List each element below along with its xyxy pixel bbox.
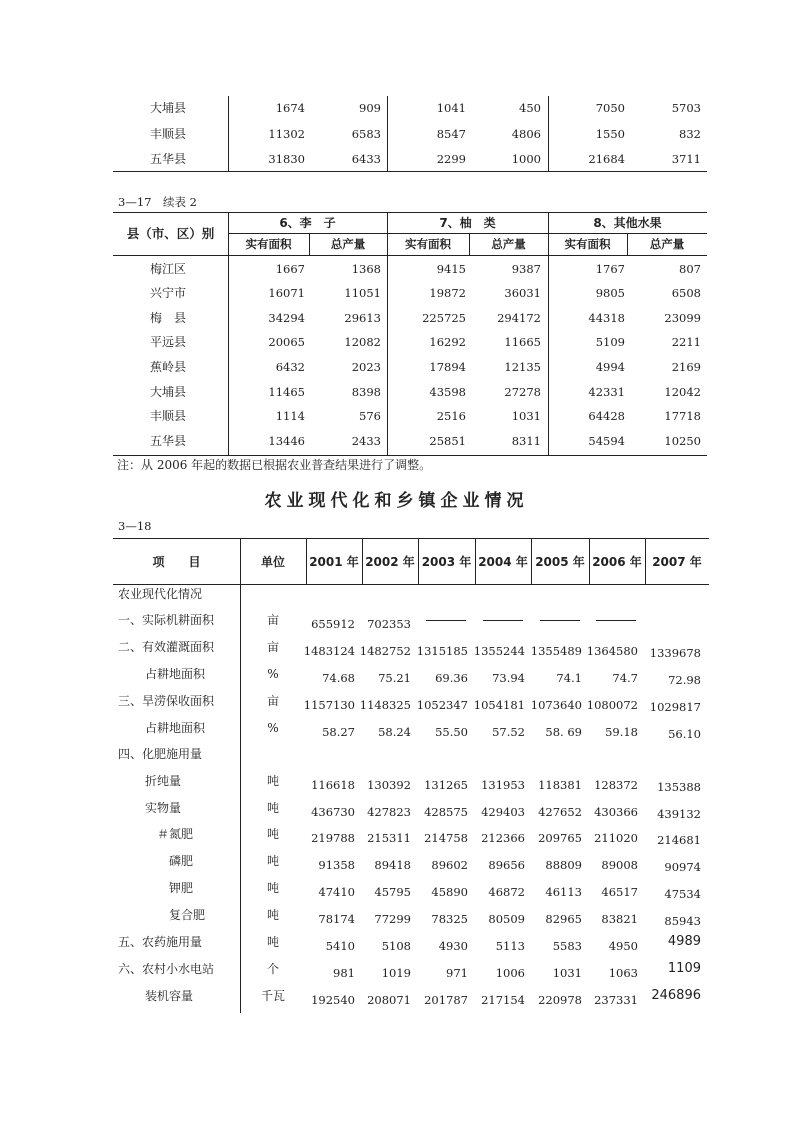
cell-value: 2023: [351, 360, 381, 374]
cell-value: 43598: [429, 385, 466, 399]
cell-value: 21684: [588, 152, 625, 166]
dash-placeholder: [540, 620, 580, 621]
row-label: 梅江区: [150, 262, 187, 276]
cell-value: 45795: [374, 885, 411, 899]
cell-value: 8398: [351, 385, 381, 399]
cell-value: 11665: [504, 335, 541, 349]
cell-value: 1109: [667, 961, 701, 976]
cell-value: 44318: [588, 311, 625, 325]
cell-value: 1355489: [530, 644, 582, 658]
cell-value: 220978: [538, 993, 582, 1007]
row-label: 丰顺县: [150, 127, 187, 141]
cell-value: 5703: [671, 101, 701, 115]
cell-value: 2211: [671, 335, 701, 349]
cell-value: 47534: [664, 887, 701, 901]
cell-value: 4989: [667, 934, 701, 949]
cell-value: 9387: [511, 262, 541, 276]
cell-value: 45890: [431, 885, 468, 899]
row-label: 占耕地面积: [145, 721, 206, 735]
cell-value: 80509: [488, 912, 525, 926]
row-label: 五、农药施用量: [118, 935, 203, 949]
unit-cell: 吨: [266, 774, 279, 788]
table-caption: 3—18: [118, 519, 152, 533]
cell-value: 1031: [511, 409, 541, 423]
column-header-year: 2003 年: [421, 555, 472, 569]
cell-value: 29613: [344, 311, 381, 325]
cell-value: 131953: [481, 778, 525, 792]
cell-value: 46113: [545, 885, 582, 899]
cell-value: 237331: [594, 993, 638, 1007]
row-label: ＃氮肥: [157, 827, 194, 841]
cell-value: 9415: [436, 262, 466, 276]
row-label: 大埔县: [150, 385, 187, 399]
cell-value: 450: [519, 101, 541, 115]
row-label: 一、实际机耕面积: [118, 613, 215, 627]
cell-value: 58.24: [378, 725, 411, 739]
cell-value: 89418: [374, 858, 411, 872]
cell-value: 78325: [431, 912, 468, 926]
cell-value: 10250: [664, 434, 701, 448]
group-header-pomelo: 7、柚 类: [439, 216, 496, 230]
cell-value: 1339678: [649, 646, 701, 660]
cell-value: 971: [446, 966, 468, 980]
cell-value: 131265: [424, 778, 468, 792]
cell-value: 225725: [422, 311, 466, 325]
row-label: 折纯量: [145, 774, 182, 788]
cell-value: 1000: [511, 152, 541, 166]
cell-value: 1114: [275, 409, 305, 423]
cell-value: 17894: [429, 360, 466, 374]
cell-value: 1157130: [303, 698, 355, 712]
row-label: 蕉岭县: [150, 360, 187, 374]
row-label: 实物量: [145, 801, 182, 815]
cell-value: 8547: [436, 127, 466, 141]
cell-value: 192540: [311, 993, 355, 1007]
row-label: 平远县: [150, 335, 187, 349]
cell-value: 116618: [311, 778, 355, 792]
cell-value: 12042: [664, 385, 701, 399]
cell-value: 7050: [595, 101, 625, 115]
cell-value: 909: [359, 101, 381, 115]
row-label: 钾肥: [169, 881, 194, 895]
cell-value: 211020: [594, 831, 638, 845]
cell-value: 1368: [351, 262, 381, 276]
column-header-unit: 单位: [260, 555, 285, 569]
cell-value: 5583: [552, 939, 582, 953]
cell-value: 11465: [268, 385, 305, 399]
cell-value: 6583: [351, 127, 381, 141]
cell-value: 46872: [488, 885, 525, 899]
cell-value: 46517: [601, 885, 638, 899]
cell-value: 1148325: [359, 698, 411, 712]
cell-value: 214681: [657, 833, 701, 847]
cell-value: 47410: [318, 885, 355, 899]
cell-value: 201787: [424, 993, 468, 1007]
cell-value: 1482752: [359, 644, 411, 658]
cell-value: 69.36: [435, 671, 468, 685]
cell-value: 58. 69: [545, 725, 582, 739]
cell-value: 219788: [311, 831, 355, 845]
cell-value: 73.94: [492, 671, 525, 685]
unit-cell: %: [267, 721, 279, 735]
column-header-year: 2007 年: [652, 555, 702, 569]
cell-value: 1767: [595, 262, 625, 276]
dash-placeholder: [596, 620, 636, 621]
cell-value: 1063: [608, 966, 638, 980]
cell-value: 72.98: [668, 673, 701, 687]
subheader: 总产量: [330, 237, 366, 251]
row-label: 六、农村小水电站: [118, 962, 215, 976]
cell-value: 8311: [511, 434, 541, 448]
cell-value: 1364580: [586, 644, 638, 658]
cell-value: 42331: [588, 385, 625, 399]
row-label: 大埔县: [150, 101, 187, 115]
cell-value: 217154: [481, 993, 525, 1007]
cell-value: 4930: [438, 939, 468, 953]
cell-value: 12135: [504, 360, 541, 374]
row-label: 农业现代化情况: [118, 587, 203, 601]
cell-value: 4806: [511, 127, 541, 141]
cell-value: 78174: [318, 912, 355, 926]
cell-value: 11302: [268, 127, 305, 141]
unit-cell: 亩: [266, 613, 279, 627]
column-header-year: 2005 年: [535, 555, 585, 569]
row-label: 三、旱涝保收面积: [118, 694, 215, 708]
cell-value: 89008: [601, 858, 638, 872]
subheader: 总产量: [649, 237, 685, 251]
subheader: 总产量: [491, 237, 526, 251]
cell-value: 5108: [381, 939, 411, 953]
dash-placeholder: [483, 620, 523, 621]
cell-value: 20065: [268, 335, 305, 349]
cell-value: 1080072: [586, 698, 638, 712]
table-caption: 3—17 续表 2: [118, 195, 197, 209]
cell-value: 208071: [367, 993, 411, 1007]
subheader: 实有面积: [245, 237, 292, 251]
cell-value: 5109: [595, 335, 625, 349]
cell-value: 55.50: [435, 725, 468, 739]
cell-value: 981: [333, 966, 355, 980]
cell-value: 16071: [268, 286, 305, 300]
cell-value: 1029817: [649, 700, 701, 714]
cell-value: 85943: [664, 914, 701, 928]
row-label: 磷肥: [169, 854, 194, 868]
row-label: 兴宁市: [150, 286, 187, 300]
cell-value: 135388: [657, 780, 701, 794]
cell-value: 215311: [367, 831, 411, 845]
cell-value: 807: [679, 262, 701, 276]
dash-placeholder: [426, 620, 466, 621]
cell-value: 1031: [552, 966, 582, 980]
cell-value: 90974: [664, 860, 701, 874]
cell-value: 130392: [367, 778, 411, 792]
unit-cell: 吨: [266, 935, 279, 949]
cell-value: 6432: [275, 360, 305, 374]
unit-cell: 吨: [266, 854, 279, 868]
row-label: 五华县: [150, 152, 187, 166]
cell-value: 1041: [436, 101, 466, 115]
cell-value: 1483124: [303, 644, 355, 658]
cell-value: 25851: [429, 434, 466, 448]
subheader: 实有面积: [405, 237, 451, 251]
cell-value: 439132: [657, 807, 701, 821]
cell-value: 23099: [664, 311, 701, 325]
cell-value: 19872: [429, 286, 466, 300]
cell-value: 75.21: [378, 671, 411, 685]
cell-value: 74.7: [612, 671, 638, 685]
unit-cell: 吨: [266, 801, 279, 815]
cell-value: 6433: [351, 152, 381, 166]
cell-value: 294172: [497, 311, 541, 325]
cell-value: 1667: [275, 262, 305, 276]
cell-value: 430366: [594, 805, 638, 819]
cell-value: 429403: [481, 805, 525, 819]
cell-value: 31830: [268, 152, 305, 166]
cell-value: 427823: [367, 805, 411, 819]
cell-value: 58.27: [322, 725, 355, 739]
subheader: 实有面积: [564, 237, 611, 251]
row-label: 五华县: [150, 434, 187, 448]
cell-value: 212366: [481, 831, 525, 845]
row-label: 二、有效灌溉面积: [118, 640, 215, 654]
cell-value: 5410: [325, 939, 355, 953]
cell-value: 17718: [664, 409, 701, 423]
unit-cell: 吨: [266, 827, 279, 841]
cell-value: 91358: [318, 858, 355, 872]
cell-value: 832: [679, 127, 701, 141]
cell-value: 2516: [436, 409, 466, 423]
cell-value: 1073640: [530, 698, 582, 712]
cell-value: 2299: [436, 152, 466, 166]
column-header-year: 2004 年: [478, 555, 528, 569]
region-column-header: 县（市、区）别: [126, 226, 215, 241]
column-header-year: 2001 年: [309, 555, 359, 569]
cell-value: 74.1: [556, 671, 582, 685]
cell-value: 27278: [504, 385, 541, 399]
row-label: 丰顺县: [150, 409, 187, 423]
cell-value: 428575: [424, 805, 468, 819]
cell-value: 57.52: [492, 725, 525, 739]
cell-value: 59.18: [605, 725, 638, 739]
cell-value: 74.68: [322, 671, 355, 685]
cell-value: 118381: [538, 778, 582, 792]
cell-value: 1315185: [416, 644, 468, 658]
unit-cell: 千瓦: [260, 989, 285, 1003]
cell-value: 2169: [671, 360, 701, 374]
cell-value: 1019: [381, 966, 411, 980]
cell-value: 89602: [431, 858, 468, 872]
cell-value: 82965: [545, 912, 582, 926]
cell-value: 34294: [268, 311, 305, 325]
cell-value: 576: [359, 409, 381, 423]
cell-value: 1054181: [473, 698, 525, 712]
cell-value: 702353: [367, 617, 411, 631]
cell-value: 89656: [488, 858, 525, 872]
unit-cell: 个: [266, 962, 279, 976]
cell-value: 209765: [538, 831, 582, 845]
cell-value: 6508: [671, 286, 701, 300]
group-header-other-fruit: 8、其他水果: [593, 216, 662, 230]
cell-value: 214758: [424, 831, 468, 845]
unit-cell: 亩: [266, 640, 279, 654]
column-header-item: 项 目: [152, 555, 201, 569]
cell-value: 3711: [671, 152, 701, 166]
cell-value: 1355244: [473, 644, 525, 658]
cell-value: 16292: [429, 335, 466, 349]
cell-value: 128372: [594, 778, 638, 792]
column-header-year: 2002 年: [365, 555, 415, 569]
cell-value: 4950: [608, 939, 638, 953]
cell-value: 436730: [311, 805, 355, 819]
cell-value: 83821: [601, 912, 638, 926]
cell-value: 4994: [595, 360, 625, 374]
unit-cell: %: [267, 667, 279, 681]
cell-value: 88809: [545, 858, 582, 872]
cell-value: 12082: [344, 335, 381, 349]
cell-value: 11051: [344, 286, 381, 300]
table-note: 注：从 2006 年起的数据已根据农业普查结果进行了调整。: [117, 458, 432, 472]
cell-value: 2433: [351, 434, 381, 448]
unit-cell: 吨: [266, 881, 279, 895]
cell-value: 9805: [595, 286, 625, 300]
row-label: 梅 县: [150, 311, 187, 325]
cell-value: 54594: [588, 434, 625, 448]
cell-value: 64428: [588, 409, 625, 423]
column-header-year: 2006 年: [592, 555, 642, 569]
row-label: 复合肥: [169, 908, 206, 922]
cell-value: 427652: [538, 805, 582, 819]
section-title: 农业现代化和乡镇企业情况: [264, 491, 529, 511]
cell-value: 246896: [651, 988, 701, 1003]
cell-value: 5113: [495, 939, 525, 953]
cell-value: 1052347: [416, 698, 468, 712]
cell-value: 655912: [311, 617, 355, 631]
cell-value: 1550: [595, 127, 625, 141]
unit-cell: 亩: [266, 694, 279, 708]
cell-value: 1674: [275, 101, 305, 115]
group-header-plum: 6、李 子: [279, 216, 336, 230]
cell-value: 13446: [268, 434, 305, 448]
row-label: 装机容量: [145, 989, 194, 1003]
cell-value: 77299: [374, 912, 411, 926]
cell-value: 56.10: [668, 727, 701, 741]
unit-cell: 吨: [266, 908, 279, 922]
cell-value: 36031: [504, 286, 541, 300]
cell-value: 1006: [495, 966, 525, 980]
row-label: 占耕地面积: [145, 667, 206, 681]
row-label: 四、化肥施用量: [118, 747, 203, 761]
